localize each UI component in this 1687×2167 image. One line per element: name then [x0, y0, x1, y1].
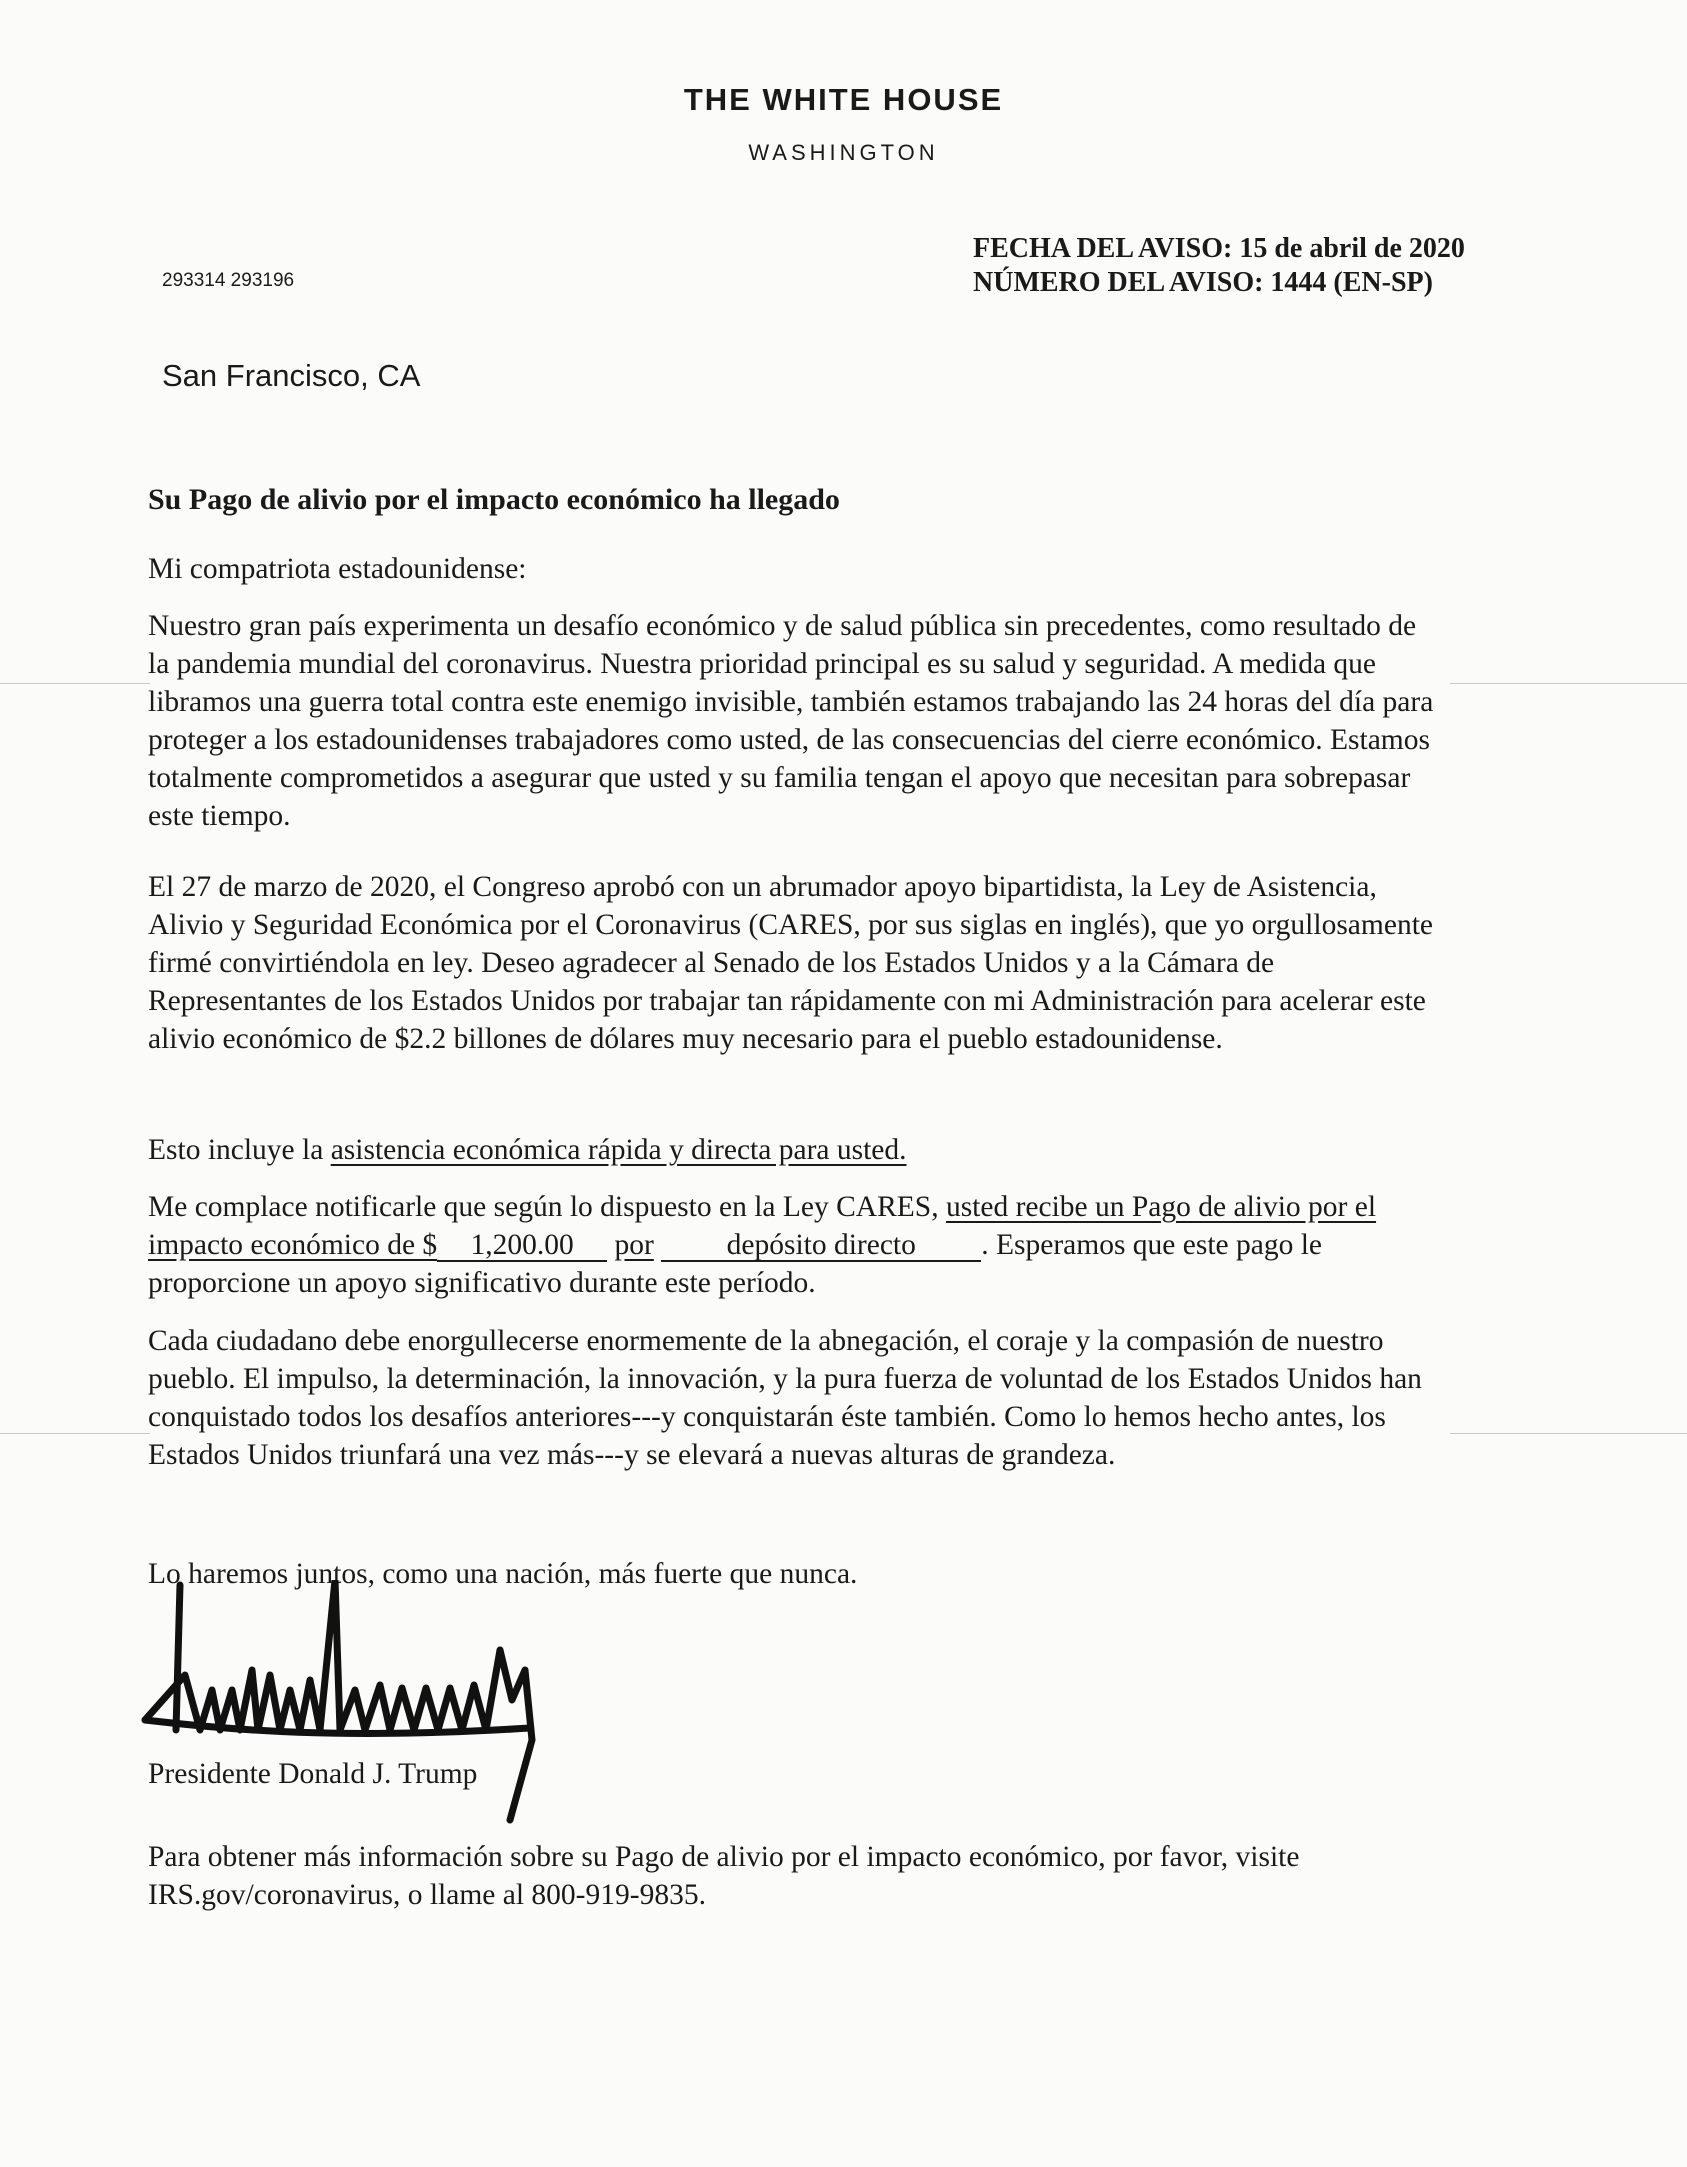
letterhead-subtitle: WASHINGTON: [748, 140, 939, 165]
payment-amount: 1,200.00: [437, 1230, 607, 1262]
fold-line-bottom-right: [1450, 1433, 1687, 1434]
paragraph-assistance-prefix: Esto incluye la: [148, 1134, 331, 1166]
salutation: Mi compatriota estadounidense:: [148, 553, 527, 585]
bleed-through-text: [880, 345, 1440, 477]
payment-rest: . Esperamos que este pago le proporcione un apoyo significativo durante este período.: [148, 1229, 1323, 1299]
closing-line: Lo haremos juntos, como una nación, más fuerte que nunca.: [148, 1558, 858, 1590]
payment-method: depósito directo: [661, 1230, 981, 1262]
paragraph-payment: [148, 1188, 1438, 1302]
fold-line-top-right: [1450, 683, 1687, 684]
payment-intro: Me complace notificarle que según lo dispuesto en la Ley CARES,: [148, 1191, 946, 1223]
notice-date: FECHA DEL AVISO: 15 de abril de 2020: [973, 233, 1465, 264]
recipient-ids: 293314 293196: [162, 270, 295, 291]
paragraph-assistance: [148, 1131, 1438, 1169]
letter-subject: Su Pago de alivio por el impacto económico ha llegado: [148, 483, 840, 516]
signatory-name: Presidente Donald J. Trump: [148, 1758, 478, 1790]
letterhead-title: THE WHITE HOUSE: [683, 82, 1004, 117]
recipient-city: San Francisco, CA: [162, 358, 421, 393]
paragraph-assistance-underlined: asistencia económica rápida y directa para usted.: [330, 1134, 907, 1166]
payment-underlined-a: usted recibe un Pago de alivio por el impacto económico de $: [148, 1191, 1377, 1261]
footer-info: Para obtener más información sobre su Pago de alivio por el impacto económico, por favor, visite IRS.gov/coronavirus, o llame al 800-919-9835.: [148, 1841, 1300, 1911]
paragraph-intro: Nuestro gran país experimenta un desafío económico y de salud pública sin precedentes, como resultado de la pandemia mundial del coronavirus. Nuestra prioridad principal es su salud y seguridad. A medida que libramos una guerra total contra este enemigo invisible, también estamos trabajando las 24 horas del día para proteger a los estadounidenses trabajadores como usted, de las consecuencias del cierre económico. Estamos totalmente comprometidos a asegurar que usted y su familia tengan el apoyo que necesitan para sobrepasar este tiempo.: [148, 610, 1434, 832]
fold-line-top: [0, 683, 150, 684]
fold-line-bottom: [0, 1433, 150, 1434]
paragraph-cares-act: El 27 de marzo de 2020, el Congreso aprobó con un abrumador apoyo bipartidista, la Ley de Asistencia, Alivio y Seguridad Económica por el Coronavirus (CARES, por sus siglas en inglés), que yo orgullosamente firmé convirtiéndola en ley. Deseo agradecer al Senado de los Estados Unidos y a la Cámara de Representantes de los Estados Unidos por trabajar tan rápidamente con mi Administración para acelerar este alivio económico de $2.2 billones de dólares muy necesario para el pueblo estadounidense.: [148, 871, 1433, 1055]
paragraph-closing-remarks: Cada ciudadano debe enorgullecerse enormemente de la abnegación, el coraje y la compasión de nuestro pueblo. El impulso, la determinación, la innovación, y la pura fuerza de voluntad de los Estados Unidos han conquistado todos los desafíos anteriores---y conquistarán éste también. Como lo hemos hecho antes, los Estados Unidos triunfará una vez más---y se elevará a nuevas alturas de grandeza.: [148, 1325, 1422, 1471]
payment-underlined-b: por: [614, 1229, 654, 1261]
notice-number: NÚMERO DEL AVISO: 1444 (EN-SP): [973, 267, 1433, 298]
